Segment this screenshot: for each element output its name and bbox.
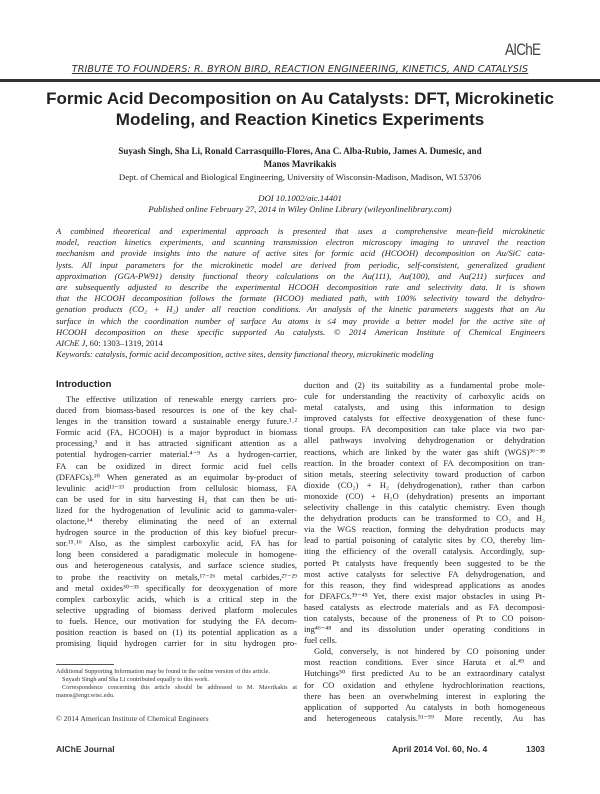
text-line: for this reason, they find widespread applications as anodes [304,579,545,590]
text-line: application of supported Au catalysts in both homogeneous [304,701,545,712]
aiche-logo: AIChE [505,40,541,59]
text-line: long been considered a paradigmatic molecule in homogene- [56,549,297,560]
text-line: olactone,¹⁴ thereby eliminating the need of an external [56,516,297,527]
page-number: 1303 [526,744,545,754]
authors [60,145,540,171]
text-line: mechanism and provide insights into the nature of active sites for formic acid (HCOOH) decomposition on Au/SiC cata- [56,248,545,259]
text-line: HCOOH decomposition on these specific supported Au catalysts. © 2014 American Institute of Chemical Engineers [56,326,545,337]
text-line: FA can be oxidized in direct formic acid fuel cells [56,460,297,471]
text-line: for CO oxidation and ethylene hydrochlorination reactions, [304,679,545,690]
text-line: are subsequently adjusted to describe the experimental HCOOH decomposition rate and selectivity data. It is shown [56,282,545,293]
text-line: hydrogen source in the production of this key biofuel precur- [56,527,297,538]
text-line: based catalysts as electrode materials and as FA decomposi- [304,601,545,612]
text-line: lead to partial poisoning of catalytic sites by CO, thereby lim- [304,535,545,546]
text-line: Hutchings⁵⁰ first predicted Au to be an extraordinary catalyst [304,668,545,679]
text-line: to fuels. Hence, our motivation for studying the FA decom- [56,615,297,626]
keywords: Keywords: catalysis, formic acid decomposition, active sites, density functional theory, microkinetic modeling [56,349,434,360]
text-line: approximation (GGA-PW91) density functional theory calculations on the Au(111), Au(100), and Au(211) surfaces and [56,270,545,281]
text-line: complex carboxylic acids, which is a critical step in the [56,593,297,604]
text-line: metal catalysts, and using this information to design [304,402,545,413]
text-line: The effective utilization of renewable energy carriers pro- [66,394,297,404]
article-title [40,88,560,130]
text-line: selectivity challenge in this catalytic chemistry. Even though [304,502,545,513]
text-line: promising liquid hydrogen carrier for in situ hydrogen pro- [56,638,297,649]
text-line: and metal oxides³⁰⁻³⁵ specifically for deoxygenation of more [56,582,297,593]
text-line: levulinic acid¹¹⁻¹³ production from cellulosic biomass, FA [56,482,297,493]
header-rule [0,79,600,82]
footer-issue: April 2014 Vol. 60, No. 4 [392,744,488,754]
text-line: that the HCOOH decomposition follows the formate (HCOO) mediated path, with 100% selectivity toward the dehydro- [56,293,545,304]
text-line: sor.¹⁵˒¹⁶ Also, as the simplest carboxylic acid, FA has for [56,538,297,549]
text-line: and heterogeneous catalysis.⁵¹⁻⁵⁹ More recently, Au has [304,712,545,723]
copyright: © 2014 American Institute of Chemical Engineers [56,714,209,723]
text-line: ported Pt catalysts have frequently been suggested to be the [304,557,545,568]
text-line: Formic acid (FA, HCOOH) is a major byproduct in biomass [56,427,297,438]
title-line: Formic Acid Decomposition on Au Catalysts: DFT, Microkinetic [46,89,554,108]
text-line: position reaction is based on (1) its potential application as a [56,626,297,637]
text-line: fuel cells. [304,635,338,646]
text-line: model, reaction kinetics experiments, and scanning transmission electron microscopy imaging to unravel the reaction [56,237,545,248]
text-line: to probe the reactivity on metals,¹⁷⁻²⁶ metal carbides,²⁷⁻²⁹ [56,571,297,582]
footnote-correspondence: Correspondence concerning this article should be addressed to M. Mavrikakis at manos@engr.wisc.edu. [56,684,297,699]
text-line: tional groups. FA decomposition can take place via two par- [304,424,545,435]
footnotes [56,668,297,700]
text-line: A combined theoretical and experimental approach is presented that uses a comprehensive mean-field microkinetic [56,226,545,236]
published-date: Published online February 27, 2014 in Wiley Online Library (wileyonlinelibrary.com) [148,204,452,214]
text-line: there has been an overwhelming interest in exploring the [304,690,545,701]
doi: DOI 10.1002/aic.14401 [258,193,342,203]
footer-journal: AIChE Journal [56,744,115,754]
author-line: Manos Mavrikakis [263,159,337,169]
text-line: improved catalysts for effective deoxygenation of these func- [304,413,545,424]
text-line: the dehydration products can be transformed to CO₂ and H₂ [304,513,545,524]
text-line: dioxide (CO₂) + H₂ (dehydrogenation), rather than carbon [304,479,545,490]
text-line: lenges in the transition toward a sustainable energy future.¹˒² [56,416,297,427]
author-line: Suyash Singh, Sha Li, Ronald Carrasquillo-Flores, Ana C. Alba-Rubio, James A. Dumesic, and [118,146,482,156]
section-banner: TRIBUTE TO FOUNDERS: R. BYRON BIRD, REACTION ENGINEERING, KINETICS, AND CATALYSIS [71,64,529,75]
right-column [304,380,545,724]
text-line: most reaction conditions. Ever since Haruta et al.⁴⁹ and [304,657,545,668]
text-line: for DFAFCs.³⁹⁻⁴⁵ Yet, there exist major obstacles in using Pt- [304,590,545,601]
citation-text: , 60: 1303–1319, 2014 [85,338,163,349]
publication-info [40,193,560,215]
text-line: lysts. All input parameters for the microkinetic model are derived from periodic, self-consistent, generalized gradient [56,259,545,270]
text-line: processing,³ and it has attracted significant attention as a [56,438,297,449]
text-line: tion catalysts, because of the proneness of Pt to CO poison- [304,612,545,623]
text-line: can be used for in situ harvesting H₂ that can then be uti- [56,493,297,504]
citation: AIChE J, 60: 1303–1319, 2014 [56,338,163,349]
abstract [56,226,545,360]
text-line: ous and heterogeneous catalysis, and surface science studies, [56,560,297,571]
text-line: lized for the hydrogenation of levulinic acid to gamma-valer- [56,504,297,515]
footnote-rule [56,664,114,665]
text-line: surface in which the coordination number of surface Au atoms is ≤4 may provide a better model for the active site of [56,315,545,326]
footnote-supporting-info: Additional Supporting Information may be found in the online version of this article. [56,668,270,675]
text-line: cule for understanding the reactivity of carboxylic acids on [304,391,545,402]
text-line: allel pathways involving dehydrogenation or dehydration [304,435,545,446]
affiliation: Dept. of Chemical and Biological Engineering, University of Wisconsin-Madison, Madison, WI 53706 [118,172,482,182]
text-line: reactions, which are linked by the water gas shift (WGS)³⁶⁻³⁸ [304,446,545,457]
section-heading: Introduction [56,379,112,390]
text-line: duction and (2) its suitability as a fundamental probe mole- [304,380,545,390]
text-line: duced from biomass-based resources is one of the key chal- [56,405,297,416]
text-line: most active catalysts for selective FA dehydrogenation, and [304,568,545,579]
text-line: monoxide (CO) + H₂O (dehydration) presents an important [304,490,545,501]
text-line: reaction. In the broader context of FA decomposition on tran- [304,457,545,468]
footnote-equal-contribution: Suyash Singh and Sha Li contributed equally to this work. [62,676,209,683]
text-line: via the WGS reaction, forming the dehydration products may [304,524,545,535]
text-line: potential hydrogen-carrier material.⁴⁻⁹ As a hydrogen-carrier, [56,449,297,460]
text-line: iting the efficiency of the overall catalysis. Accordingly, sup- [304,546,545,557]
text-line: ing⁴⁶⁻⁴⁸ and its dissolution under operating conditions in [304,624,545,635]
text-line: (DFAFCs).¹⁰ When generated as an equimolar by-product of [56,471,297,482]
left-column [56,394,297,649]
text-line: genation products (CO₂ + H₂) under all reaction conditions. An analysis of the kinetic parameters suggests that an Au [56,304,545,315]
text-line: selective upgrading of biomass derived platform molecules [56,604,297,615]
text-line: sition metals, steering selectivity toward production of carbon [304,468,545,479]
text-line: Gold, conversely, is not hindered by CO poisoning under [314,646,545,657]
title-line: Modeling, and Reaction Kinetics Experiments [115,110,485,129]
